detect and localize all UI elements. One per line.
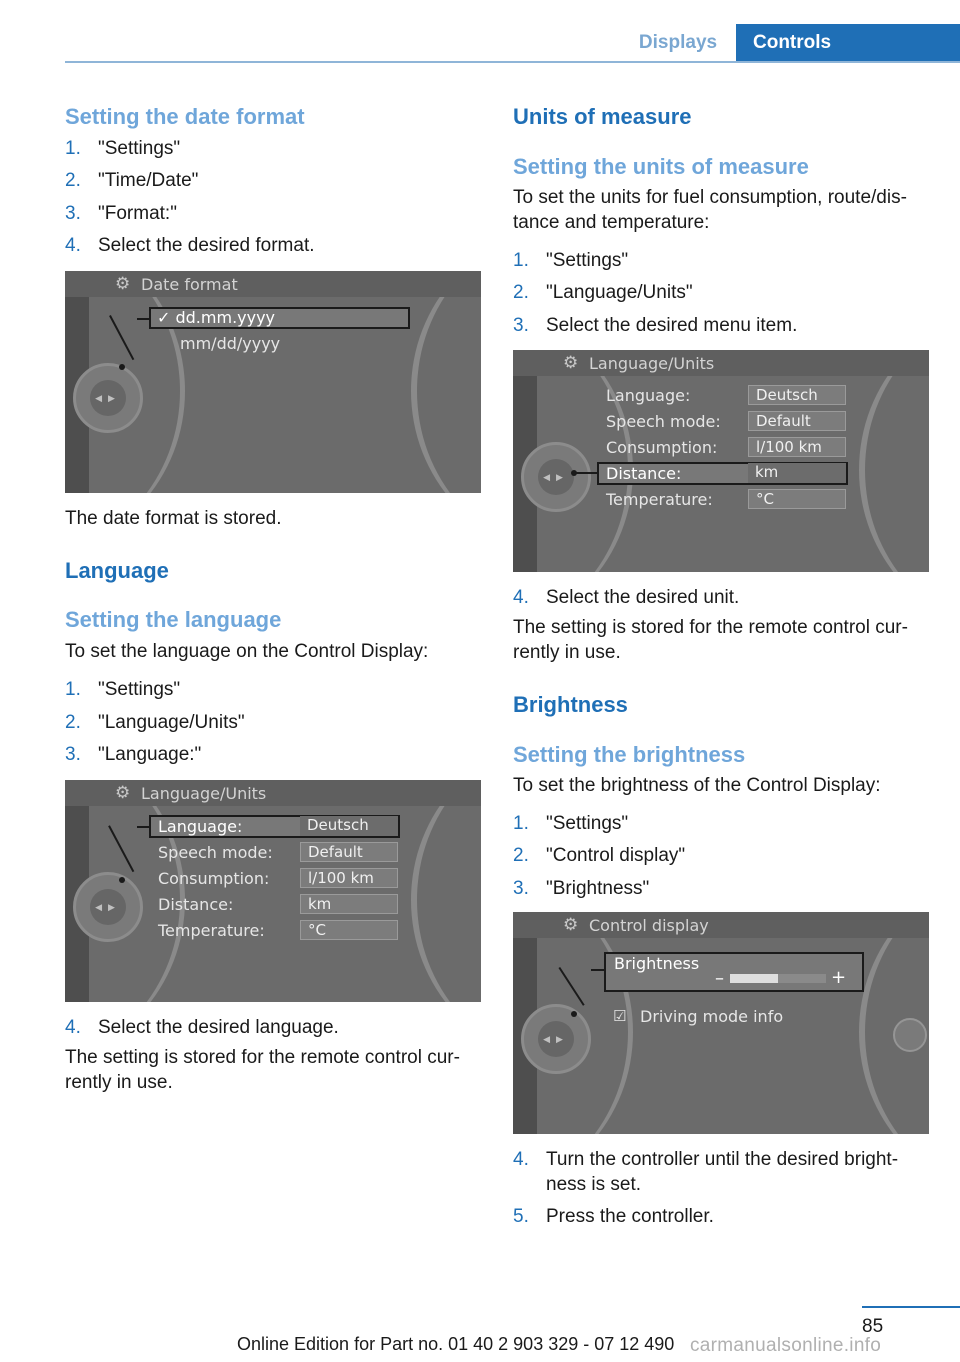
step-text: Select the desired menu item. <box>546 314 798 336</box>
controller-arrows-icon: ◀▶ <box>538 1021 574 1057</box>
step-text: Select the desired unit. <box>546 586 740 608</box>
controller-arrows-icon: ◀▶ <box>90 380 126 416</box>
list-item <box>513 811 933 836</box>
step-number: 4. <box>513 586 529 608</box>
units-heading: Units of measure <box>513 104 692 129</box>
menu-label[interactable]: Consumption: <box>606 437 718 457</box>
language-heading: Language <box>65 558 169 584</box>
step-number: 3. <box>65 202 81 224</box>
pointer-line <box>137 826 150 828</box>
step-text: "Language:" <box>98 743 202 765</box>
step-number: 5. <box>513 1205 529 1227</box>
step-number: 3. <box>513 314 529 336</box>
menu-label[interactable]: Temperature: <box>158 920 265 940</box>
controller-arrows-icon: ◀▶ <box>90 889 126 925</box>
list-item <box>513 876 933 901</box>
step-number: 4. <box>65 1016 81 1038</box>
step-text: "Language/Units" <box>546 282 693 304</box>
brightness-screenshot <box>513 912 929 1134</box>
controller-knob-icon <box>521 1004 591 1074</box>
date-option[interactable]: mm/dd/yyyy <box>180 334 281 354</box>
plus-icon[interactable]: + <box>831 966 847 988</box>
list-item <box>513 843 933 868</box>
step-text: "Settings" <box>98 138 181 159</box>
date-option-selected[interactable]: ✓ dd.mm.yyyy <box>157 308 276 328</box>
step-number: 2. <box>65 711 81 733</box>
controller-knob-icon <box>73 872 143 942</box>
list-item <box>513 280 933 305</box>
pointer-dot <box>571 1011 577 1017</box>
step-text: "Format:" <box>98 202 177 224</box>
menu-value[interactable]: Deutsch <box>300 816 398 836</box>
step-text: Select the desired format. <box>98 235 315 257</box>
display-arc <box>859 350 929 572</box>
list-item <box>65 233 485 258</box>
date-format-heading: Setting the date format <box>65 104 305 129</box>
step-text: "Settings" <box>98 679 181 701</box>
pointer-line <box>591 969 605 971</box>
units-steps <box>513 248 933 338</box>
side-button-icon <box>893 1018 927 1052</box>
brightness-label[interactable]: Brightness <box>614 953 700 973</box>
date-format-screenshot <box>65 271 481 493</box>
page-number: 85 <box>862 1316 884 1337</box>
language-stored-text: The setting is stored for the remote control cur-rently in use. <box>65 1046 460 1093</box>
menu-value[interactable]: km <box>300 894 398 914</box>
list-item <box>65 201 485 226</box>
brightness-slider-fill <box>730 974 778 983</box>
menu-label[interactable]: Language: <box>158 816 243 836</box>
pointer-dot <box>119 877 125 883</box>
brightness-heading: Brightness <box>513 691 628 717</box>
step-text: "Control display" <box>546 845 686 867</box>
step-text: Select the desired language. <box>98 1016 339 1038</box>
menu-value[interactable]: °C <box>748 489 846 509</box>
controller-arrows-icon: ◀▶ <box>538 459 574 495</box>
menu-label[interactable]: Speech mode: <box>158 842 273 862</box>
menu-value[interactable]: l/100 km <box>300 868 398 888</box>
menu-label[interactable]: Speech mode: <box>606 411 721 431</box>
menu-label[interactable]: Consumption: <box>158 868 270 888</box>
date-stored-text: The date format is stored. <box>65 508 282 530</box>
screen-title: Language/Units <box>141 783 267 803</box>
list-item <box>65 1015 485 1040</box>
display-arc <box>411 271 481 493</box>
language-steps <box>65 677 485 767</box>
step-number: 1. <box>513 250 529 271</box>
step-text: Press the controller. <box>546 1205 714 1227</box>
menu-label[interactable]: Temperature: <box>606 489 713 509</box>
step-number: 3. <box>65 743 81 765</box>
list-item <box>513 1147 933 1197</box>
list-item <box>513 585 933 610</box>
checkbox-checked-icon[interactable]: ☑ <box>613 1006 627 1025</box>
menu-value[interactable]: Deutsch <box>748 385 846 405</box>
pointer-dot <box>571 470 577 476</box>
units-intro: To set the units for fuel consumption, route/dis-tance and temperature: <box>513 187 907 233</box>
units-stored-text: The setting is stored for the remote control cur-rently in use. <box>513 616 908 663</box>
settings-gear-icon: ⚙ <box>115 782 131 802</box>
brightness-intro: To set the brightness of the Control Display: <box>513 774 881 796</box>
units-sub-heading: Setting the units of measure <box>513 154 809 179</box>
list-item <box>65 677 485 702</box>
list-item <box>513 313 933 338</box>
pointer-line <box>137 318 151 320</box>
settings-gear-icon: ⚙ <box>563 352 579 372</box>
footer-divider <box>862 1306 960 1308</box>
step-number: 1. <box>65 138 81 159</box>
settings-gear-icon: ⚙ <box>563 914 579 934</box>
menu-value[interactable]: km <box>748 463 846 483</box>
brightness-sub-heading: Setting the brightness <box>513 741 746 767</box>
menu-value[interactable]: Default <box>300 842 398 862</box>
step-text: "Settings" <box>546 812 629 834</box>
step-number: 3. <box>513 877 529 899</box>
menu-value[interactable]: °C <box>300 920 398 940</box>
screen-title: Control display <box>589 915 709 935</box>
list-item <box>513 1204 933 1229</box>
step-number: 4. <box>513 1148 529 1170</box>
right-column <box>513 102 933 1236</box>
step-number: 2. <box>65 170 81 192</box>
screen-title: Date format <box>141 275 238 295</box>
language-screenshot <box>65 780 481 1002</box>
units-step-4 <box>513 585 933 610</box>
units-screenshot <box>513 350 929 572</box>
controller-knob-icon <box>521 442 591 512</box>
menu-label[interactable]: Language: <box>606 385 691 405</box>
menu-value[interactable]: Default <box>748 411 846 431</box>
step-text: Turn the controller until the desired bright-ness is set. <box>546 1148 899 1195</box>
list-item <box>65 168 485 193</box>
step-number: 4. <box>65 235 81 257</box>
menu-value[interactable]: l/100 km <box>748 437 846 457</box>
step-number: 2. <box>513 845 529 867</box>
left-column <box>65 102 485 1095</box>
controller-knob-icon <box>73 363 143 433</box>
tab-displays[interactable]: Displays <box>638 32 718 53</box>
step-text: "Time/Date" <box>98 170 199 192</box>
menu-label[interactable]: Distance: <box>158 894 234 914</box>
brightness-slider[interactable] <box>730 974 826 983</box>
step-number: 1. <box>513 812 529 834</box>
edition-text: Online Edition for Part no. 01 40 2 903 329 - 07 12 490 <box>237 1334 675 1354</box>
language-sub-heading: Setting the language <box>65 607 282 633</box>
tab-controls[interactable]: Controls <box>736 24 960 62</box>
screen-title: Language/Units <box>589 353 715 373</box>
language-step-4 <box>65 1015 485 1040</box>
list-item <box>65 136 485 161</box>
step-text: "Language/Units" <box>98 711 245 733</box>
brightness-steps-after <box>513 1147 933 1229</box>
brightness-steps <box>513 811 933 901</box>
menu-label[interactable]: Distance: <box>606 463 682 483</box>
header-divider <box>65 61 960 63</box>
date-format-steps <box>65 136 485 258</box>
minus-icon[interactable]: – <box>715 967 724 989</box>
language-intro: To set the language on the Control Display: <box>65 641 429 663</box>
watermark: carmanualsonline.info <box>690 1335 882 1356</box>
list-item <box>65 710 485 735</box>
list-item <box>513 248 933 273</box>
step-number: 2. <box>513 282 529 304</box>
step-text: "Settings" <box>546 250 629 271</box>
display-arc <box>411 780 481 1002</box>
step-text: "Brightness" <box>546 877 650 899</box>
list-item <box>65 742 485 767</box>
step-number: 1. <box>65 679 81 701</box>
driving-mode-option[interactable]: Driving mode info <box>640 1006 784 1026</box>
settings-gear-icon: ⚙ <box>115 274 131 294</box>
